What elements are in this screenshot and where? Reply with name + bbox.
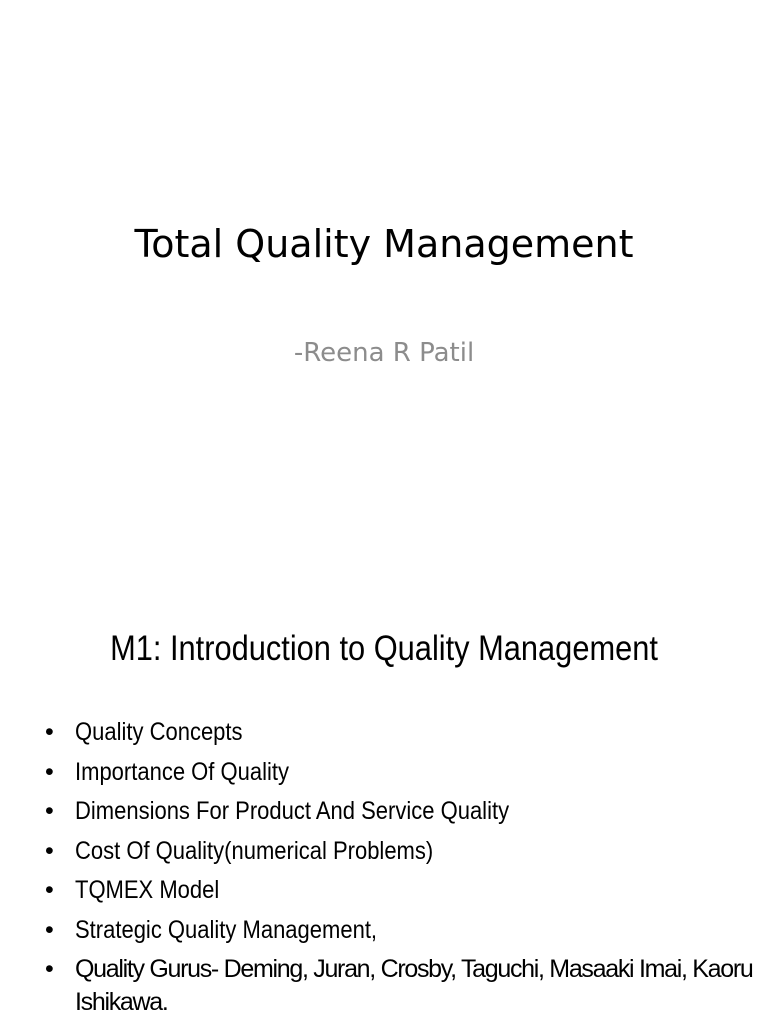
- list-item: • Quality Gurus- Deming, Juran, Crosby, Taguchi, Masaaki Imai, Kaoru Ishikawa.: [45, 955, 753, 1016]
- list-item: • Quality Concepts: [40, 716, 740, 749]
- bullet-icon: •: [45, 955, 54, 983]
- bullet-icon: •: [45, 836, 54, 865]
- presentation-author: -Reena R Patil: [293, 338, 475, 368]
- topic-list: [40, 716, 753, 1026]
- list-item: • Strategic Quality Management,: [40, 914, 740, 947]
- slide-title: M1: Introduction to Quality Management: [110, 629, 658, 668]
- list-item: • Importance Of Quality: [40, 756, 740, 789]
- list-item: • TQMEX Model: [40, 874, 740, 907]
- bullet-icon: •: [45, 876, 54, 904]
- bullet-icon: •: [45, 797, 54, 825]
- bullet-icon: •: [45, 718, 54, 746]
- list-item: • Cost Of Quality(numerical Problems): [40, 835, 740, 868]
- content-slide: [0, 576, 768, 1024]
- list-item: • Dimensions For Product And Service Quality: [40, 795, 740, 828]
- presentation-title: Total Quality Management: [134, 222, 634, 266]
- bullet-icon: •: [45, 757, 54, 786]
- bullet-icon: •: [45, 915, 54, 944]
